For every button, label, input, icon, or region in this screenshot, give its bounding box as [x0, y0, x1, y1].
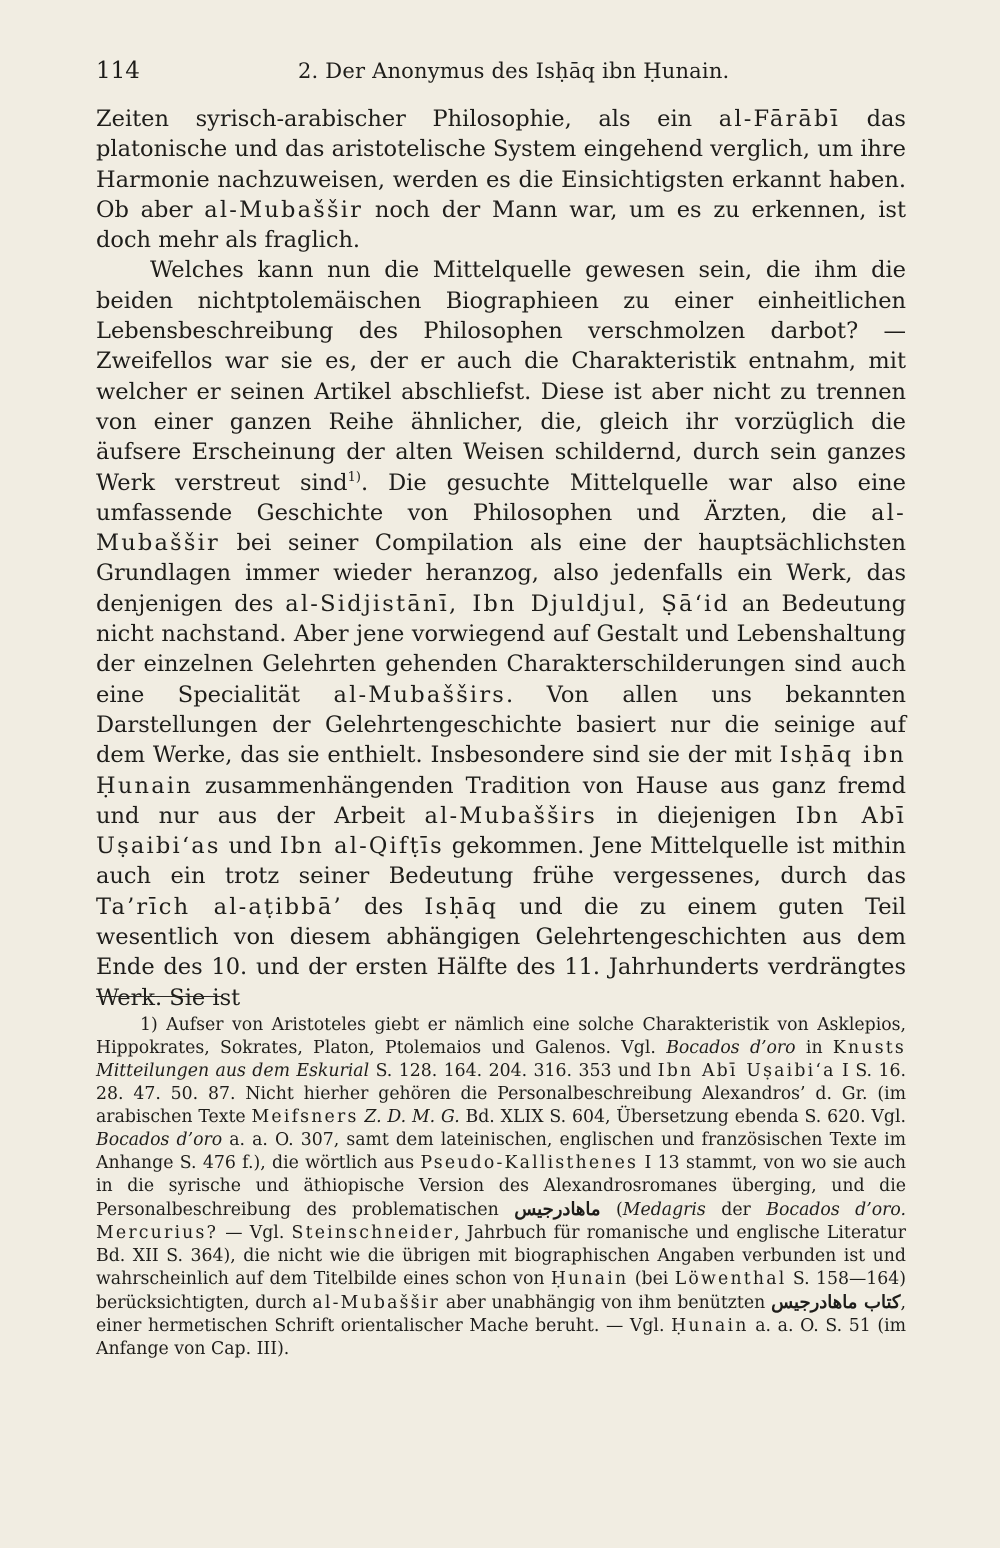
- spaced-name: Knusts: [832, 1038, 906, 1058]
- main-text: [96, 104, 906, 1013]
- text-run: Zeiten syrisch-arabischer Philosophie, als ein: [96, 106, 719, 132]
- footnote-ref: 1): [347, 469, 361, 485]
- text-run: in diejenigen: [597, 802, 796, 829]
- text-run: . Von allen uns bekannten Darstellungen der Gelehrtengeschichte basiert nur die seinige auf dem Werke, das sie enthielt. Insbesondere sind sie der mit: [96, 681, 906, 769]
- footnotes: [96, 1014, 906, 1361]
- text-run: in: [795, 1038, 833, 1058]
- spaced-name: Ibn Abī Uṣaibi‘as: [96, 802, 906, 860]
- italic-title: Bocados d’oro.: [766, 1200, 906, 1220]
- text-run: 1) Aufser von Aristoteles giebt er nämlich eine solche Charakteristik von Asklepios, Hippokrates, Sokrates, Platon, Ptolemaios und Galenos. Vgl.: [96, 1015, 906, 1058]
- spaced-name: Ibn al-Qifṭīs: [279, 833, 444, 860]
- spaced-name: al-Mubaššir: [204, 196, 364, 223]
- text-run: — Vgl.: [218, 1223, 292, 1243]
- italic-title: Z. D. M. G.: [364, 1107, 460, 1127]
- spaced-name: al-Mubašširs: [333, 681, 507, 708]
- spaced-name: Ibn Abī Uṣaibi‘a: [657, 1061, 836, 1081]
- text-run: S. 128. 164. 204. 316. 353 und: [369, 1061, 658, 1081]
- spaced-name: Ḥunain: [550, 1269, 629, 1289]
- spaced-name: Ta’rīch al-aṭibbā’: [96, 893, 343, 920]
- arabic-text: كتاب ماهادرجيس: [771, 1292, 901, 1313]
- footnote-rule: [96, 996, 222, 997]
- text-run: der: [705, 1200, 767, 1220]
- text-run: aber unabhängig von ihm benützten: [439, 1293, 772, 1313]
- spaced-name: Isḥāq: [424, 893, 499, 920]
- text-run: a. a. O. 307, samt dem lateinischen, englischen und französischen Texte im Anhange S. 476 f.), die wörtlich aus: [96, 1130, 906, 1173]
- spaced-name: Isḥāq ibn Ḥunain: [96, 742, 906, 799]
- text-run: , Jahrbuch für romanische und englische Literatur Bd. XII S. 364), die nicht wie die übrigen mit biographischen Angaben verbunden ist und wahrscheinlich auf dem Titelbilde eines schon von: [96, 1223, 906, 1289]
- text-run: zusammenhängenden Tradition von Hause aus ganz fremd und nur aus der Arbeit: [96, 772, 906, 829]
- spaced-name: al-Sidjistānī, Ibn Djuldjul, Ṣā‘id: [285, 590, 731, 617]
- spaced-name: Löwenthal: [674, 1269, 787, 1289]
- italic-title: Bocados d’oro: [666, 1038, 796, 1058]
- spaced-name: Mercurius?: [96, 1223, 219, 1243]
- text-run: I S. 16. 28. 47. 50. 87. Nicht hierher gehören die Personalbeschreibung Alexandros’ d. Gr. (im arabischen Texte: [96, 1061, 906, 1127]
- footnote: [96, 1014, 906, 1361]
- page-header: [96, 56, 906, 90]
- spaced-name: Steinschneider: [291, 1223, 455, 1243]
- italic-title: Medagris: [622, 1200, 706, 1220]
- text-run: noch der Mann war, um es zu erkennen, ist doch mehr als fraglich.: [96, 196, 907, 254]
- spaced-name: Meifsners: [251, 1107, 359, 1127]
- text-run: (: [600, 1200, 623, 1220]
- running-title: 2. Der Anonymus des Isḥāq ibn Ḥunain.: [298, 59, 730, 83]
- spaced-name: Ḥunain: [671, 1316, 749, 1336]
- text-run: das platonische und das aristotelische System eingehend verglich, um ihre Harmonie nachzuweisen, werden es die Einsichtigsten erkannt haben. Ob aber: [96, 106, 906, 223]
- italic-title: Mitteilungen aus dem Eskurial: [96, 1061, 370, 1081]
- text-run: S. 158—164) berücksichtigten, durch: [96, 1269, 906, 1313]
- paragraph: [96, 104, 906, 255]
- arabic-text: ماهادرجيس: [514, 1199, 601, 1220]
- text-run: , einer hermetischen Schrift orientalischer Mache beruht. — Vgl.: [96, 1293, 906, 1336]
- spaced-name: al-Fārābī: [718, 106, 841, 132]
- text-run: Bd. XLIX S. 604, Übersetzung ebenda S. 620. Vgl.: [459, 1107, 906, 1127]
- text-run: des: [342, 893, 425, 920]
- paragraph: [96, 255, 906, 1012]
- spaced-name: al-Mubaššir: [312, 1293, 440, 1313]
- spaced-name: al-Mubaššir: [96, 499, 906, 557]
- page-number: 114: [96, 58, 140, 84]
- text-run: a. a. O. S. 51 (im Anfange von Cap. III).: [96, 1316, 906, 1359]
- text-run: Welches kann nun die Mittelquelle gewesen sein, die ihm die beiden nichtptolemäischen Biographieen zu einer einheitlichen Lebensbeschreibung des Philosophen verschmolzen darbot? — Zweifellos war sie es, der er auch die Charakteristik entnahm, mit welcher er seinen Artikel abschliefst. Diese ist aber nicht zu trennen von einer ganzen Reihe ähnlicher, die, gleich ihr vorzüglich die äufsere Erscheinung der alten Weisen schildernd, durch sein ganzes Werk verstreut sind: [96, 257, 906, 496]
- text-run: (bei: [628, 1269, 675, 1289]
- text-run: I 13 stammt, von wo sie auch in die syrische und äthiopische Version des Alexandrosromanes überging, und die Personalbeschreibung des problematischen: [96, 1153, 906, 1220]
- text-run: an Bedeutung nicht nachstand. Aber jene vorwiegend auf Gestalt und Lebenshaltung der einzelnen Gelehrten gehenden Charakterschilderungen sind auch eine Specialität: [96, 590, 907, 708]
- text-run: gekommen. Jene Mittelquelle ist mithin auch ein trotz seiner Bedeutung frühe vergessenes, durch das: [96, 833, 906, 890]
- text-run: und die zu einem guten Teil wesentlich von diesem abhängigen Gelehrtengeschichten aus dem Ende des 10. und der ersten Hälfte des 11. Jahrhunderts verdrängtes Werk. Sie ist: [96, 893, 906, 1011]
- text-run: . Die gesuchte Mittelquelle war also eine umfassende Geschichte von Philosophen und Ärzten, die: [96, 469, 906, 526]
- italic-title: Bocados d’oro: [96, 1130, 223, 1150]
- text-run: und: [220, 833, 280, 860]
- spaced-name: al-Mubašširs: [424, 802, 598, 829]
- text-run: bei seiner Compilation als eine der hauptsächlichsten Grundlagen immer wieder heranzog, also jedenfalls ein Werk, das denjenigen des: [96, 530, 906, 617]
- spaced-name: Pseudo-Kallisthenes: [420, 1153, 639, 1173]
